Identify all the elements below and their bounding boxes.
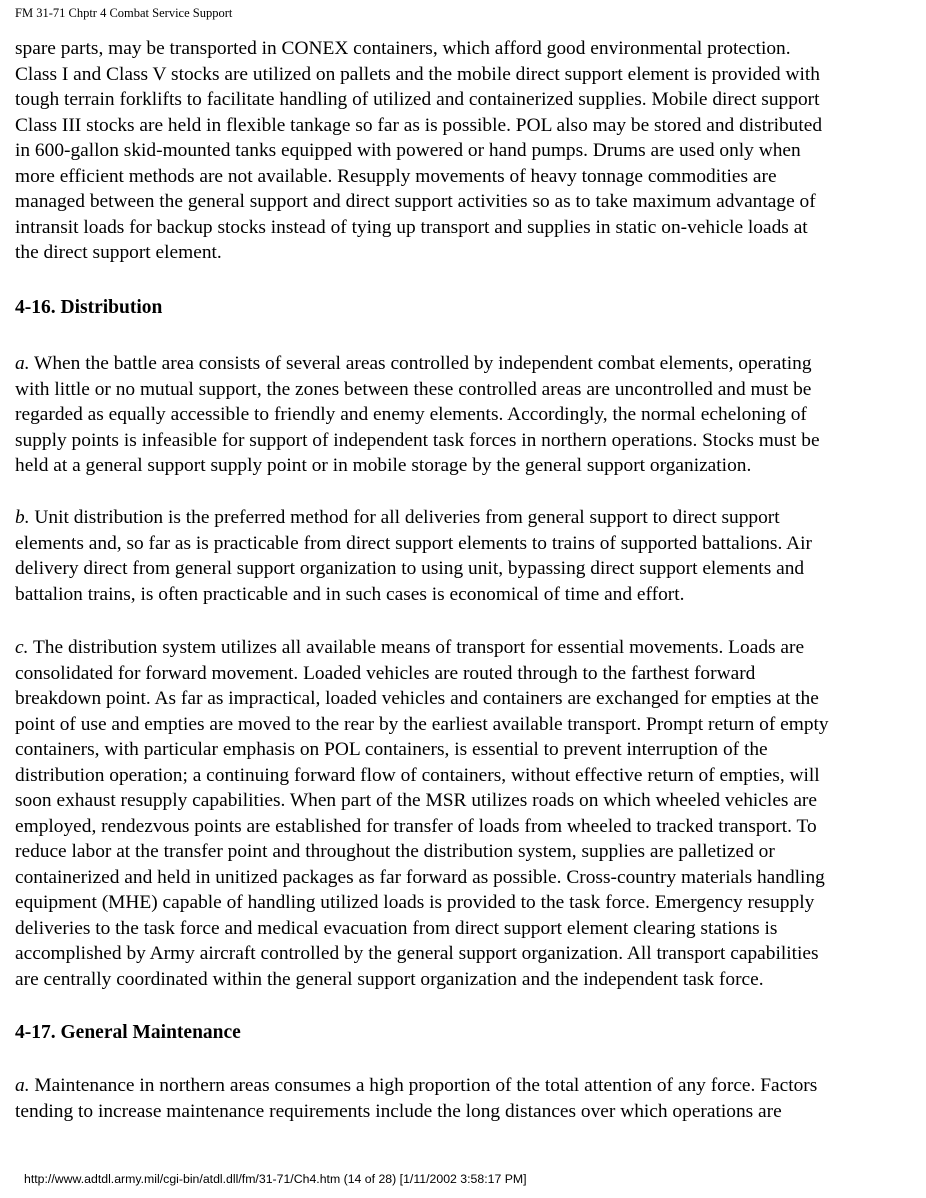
line-text: containerized and held in unitized packages as far forward as possible. Cross-country materials handling (15, 866, 825, 888)
text-line (15, 62, 822, 88)
line-text: more efficient methods are not available. Resupply movements of heavy tonnage commodities are (15, 165, 777, 187)
text-line (15, 1073, 817, 1099)
line-text: supply points is infeasible for support of independent task forces in northern operations. Stocks must be (15, 429, 820, 451)
text-line (15, 428, 820, 454)
line-text: are centrally coordinated within the general support organization and the independent task force. (15, 968, 764, 990)
text-line (15, 582, 812, 608)
text-line (15, 113, 822, 139)
text-line (15, 788, 829, 814)
text-line (15, 967, 829, 993)
text-line (15, 556, 812, 582)
line-text: deliveries to the task force and medical evacuation from direct support element clearing stations is (15, 917, 778, 939)
text-line (15, 87, 822, 113)
line-text: tending to increase maintenance requirements include the long distances over which operations are (15, 1100, 782, 1122)
text-line (15, 635, 829, 661)
line-text: Class III stocks are held in flexible tankage so far as is possible. POL also may be stored and distributed (15, 114, 823, 136)
line-text: Maintenance in northern areas consumes a high proportion of the total attention of any force. Factors (29, 1075, 818, 1096)
line-text: in 600-gallon skid-mounted tanks equipped with powered or hand pumps. Drums are used only when (15, 140, 801, 161)
text-line (15, 351, 820, 377)
paragraph-4-16-a (15, 351, 820, 479)
line-text: with little or no mutual support, the zones between these controlled areas are uncontrolled and must be (15, 378, 812, 400)
line-text: breakdown point. As far as impractical, loaded vehicles and containers are exchanged for empties at the (15, 688, 819, 709)
text-line (15, 1099, 817, 1125)
line-text: intransit loads for backup stocks instead of tying up transport and supplies in static on-vehicle loads at (15, 216, 808, 238)
line-text: consolidated for forward movement. Loaded vehicles are routed through to the farthest forward (15, 662, 756, 684)
page-header: FM 31-71 Chptr 4 Combat Service Support (15, 6, 233, 20)
page-footer-url: http://www.adtdl.army.mil/cgi-bin/atdl.dll/fm/31-71/Ch4.htm (14 of 28) [1/11/2002 3:58:17 PM] (24, 1172, 527, 1186)
section-heading-4-17: 4-17. General Maintenance (15, 1022, 241, 1043)
line-text: employed, rendezvous points are established for transfer of loads from wheeled to tracked transport. To (15, 815, 817, 837)
text-line (15, 814, 829, 840)
line-text: spare parts, may be transported in CONEX containers, which afford good environmental protection. (15, 38, 791, 59)
text-line (15, 737, 829, 763)
paragraph-4-17-a (15, 1073, 817, 1124)
paragraph-4-16-c (15, 635, 829, 992)
line-text: equipment (MHE) capable of handling utilized loads is provided to the task force. Emergency resupply (15, 892, 815, 913)
paragraph-4-16-b (15, 505, 812, 607)
line-text: elements and, so far as is practicable from direct support elements to trains of supported battalions. Air (15, 532, 812, 554)
line-text: regarded as equally accessible to friendly and enemy elements. Accordingly, the normal echeloning of (15, 404, 807, 425)
paragraph-letter: c. (15, 637, 29, 658)
text-line (15, 36, 822, 62)
line-text: Unit distribution is the preferred method for all deliveries from general support to direct support (29, 507, 780, 528)
line-text: accomplished by Army aircraft controlled by the general support organization. All transport capabilities (15, 943, 819, 964)
line-text: When the battle area consists of several areas controlled by independent combat elements, operating (29, 353, 812, 374)
line-text: containers, with particular emphasis on POL containers, is essential to prevent interruption of the (15, 739, 768, 760)
line-text: delivery direct from general support organization to using unit, bypassing direct support elements and (15, 558, 805, 579)
paragraph-letter: a. (15, 1075, 30, 1096)
text-line (15, 839, 829, 865)
text-line (15, 505, 812, 531)
text-line (15, 402, 820, 428)
text-line (15, 453, 820, 479)
line-text: managed between the general support and direct support activities so as to take maximum advantage of (15, 191, 816, 212)
line-text: Class I and Class V stocks are utilized on pallets and the mobile direct support element is provided with (15, 63, 820, 85)
text-line (15, 941, 829, 967)
section-heading-4-16: 4-16. Distribution (15, 297, 163, 318)
paragraph-letter: b. (15, 507, 30, 528)
line-text: tough terrain forklifts to facilitate handling of utilized and containerized supplies. Mobile direct support (15, 89, 820, 110)
line-text: reduce labor at the transfer point and throughout the distribution system, supplies are palletized or (15, 841, 775, 862)
intro-paragraph (15, 36, 822, 266)
text-line (15, 215, 822, 241)
text-line (15, 890, 829, 916)
text-line (15, 763, 829, 789)
text-line (15, 686, 829, 712)
text-line (15, 164, 822, 190)
text-line (15, 240, 822, 266)
paragraph-letter: a. (15, 353, 30, 374)
text-line (15, 189, 822, 215)
text-line (15, 138, 822, 164)
text-line (15, 712, 829, 738)
line-text: distribution operation; a continuing forward flow of containers, without effective return of empties, will (15, 764, 820, 786)
line-text: the direct support element. (15, 242, 222, 263)
line-text: point of use and empties are moved to the rear by the earliest available transport. Prompt return of empty (15, 713, 829, 735)
line-text: The distribution system utilizes all available means of transport for essential movements. Loads are (28, 637, 805, 658)
text-line (15, 661, 829, 687)
text-line (15, 377, 820, 403)
text-line (15, 916, 829, 942)
line-text: held at a general support supply point or in mobile storage by the general support organization. (15, 455, 752, 476)
line-text: soon exhaust resupply capabilities. When part of the MSR utilizes roads on which wheeled vehicles are (15, 790, 817, 811)
line-text: battalion trains, is often practicable and in such cases is economical of time and effort. (15, 583, 685, 605)
text-line (15, 531, 812, 557)
text-line (15, 865, 829, 891)
